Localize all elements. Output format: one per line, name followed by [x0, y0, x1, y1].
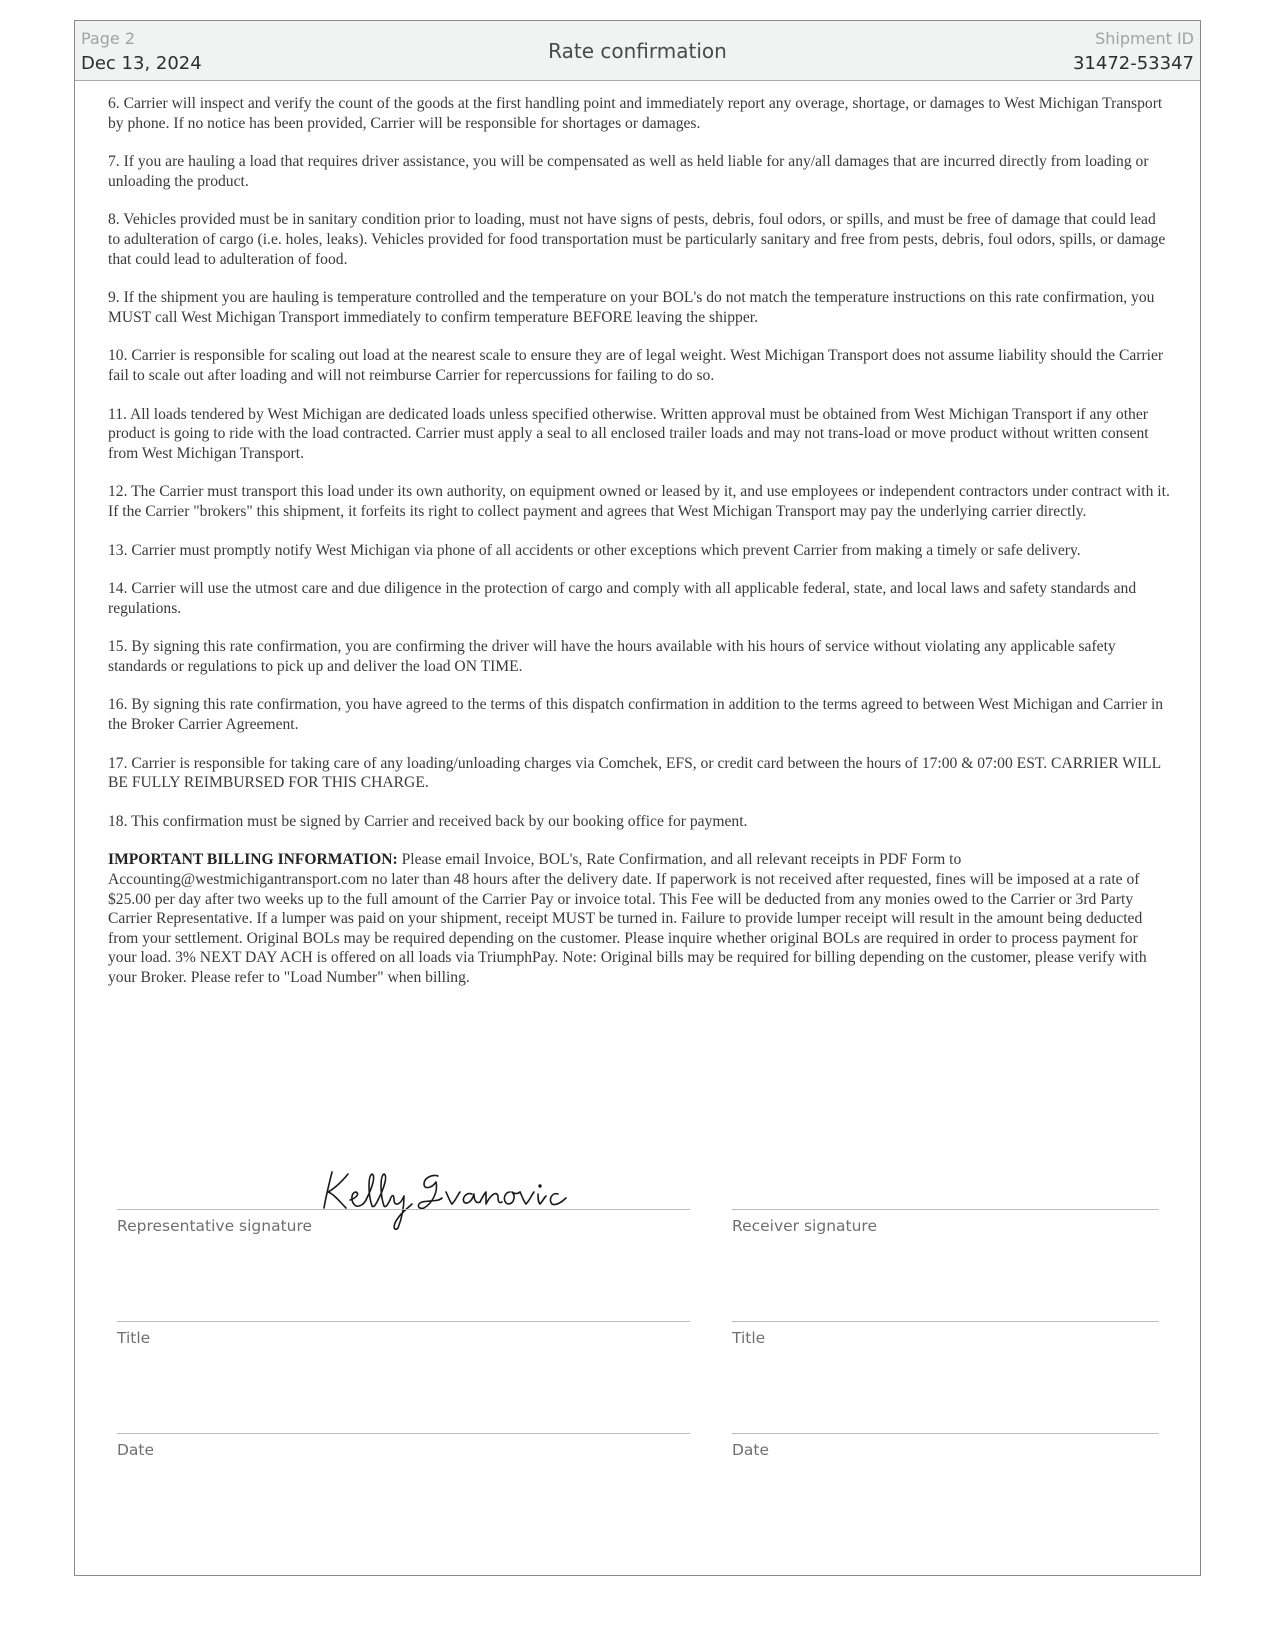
representative-date-line[interactable]	[117, 1433, 690, 1434]
term-item: 12. The Carrier must transport this load under its own authority, on equipment owned or leased by it, and use employees or independent contractors under contract with it. If the Carrier "brokers" this shipment, it forfeits its right to collect payment and agrees that West Michigan Transport may pay the underlying carrier directly.	[108, 483, 1170, 520]
document-date: Dec 13, 2024	[81, 53, 202, 74]
billing-info	[108, 850, 1170, 987]
term-item: 16. By signing this rate confirmation, you have agreed to the terms of this dispatch confirmation in addition to the terms agreed to between West Michigan and Carrier in the Broker Carrier Agreement.	[108, 696, 1164, 734]
term-item: 14. Carrier will use the utmost care and due diligence in the protection of cargo and comply with all applicable federal, state, and local laws and safety standards and regulations.	[108, 580, 1137, 617]
term-item: 15. By signing this rate confirmation, you are confirming the driver will have the hours available with his hours of service without violating any applicable safety standards or regulations to pick up and deliver the load ON TIME.	[108, 638, 1116, 675]
term-item: 9. If the shipment you are hauling is temperature controlled and the temperature on your BOL's do not match the temperature instructions on this rate confirmation, you MUST call West Michigan Transport immediately to confirm temperature BEFORE leaving the shipper.	[108, 289, 1155, 326]
receiver-title-line[interactable]	[732, 1321, 1159, 1322]
shipment-id: 31472-53347	[1072, 53, 1194, 74]
term-item: 11. All loads tendered by West Michigan are dedicated loads unless specified otherwise. Written approval must be obtained from West Michigan Transport if any other product is going to ride with the load contracted. Carrier must apply a seal to all enclosed trailer loads and may not trans-load or move product without written consent from West Michigan Transport.	[108, 405, 1149, 462]
representative-title-label: Title	[117, 1329, 151, 1347]
page-number: Page 2	[81, 29, 135, 48]
term-item: 17. Carrier is responsible for taking care of any loading/unloading charges via Comchek, EFS, or credit card between the hours of 17:00 & 07:00 EST. CARRIER WILL BE FULLY REIMBURSED FOR THIS CHARGE.	[108, 754, 1161, 792]
receiver-title-label: Title	[732, 1329, 766, 1347]
representative-signature-label: Representative signature	[117, 1217, 313, 1235]
terms-section	[108, 94, 1170, 1007]
document-page	[74, 20, 1201, 1576]
receiver-signature-label: Receiver signature	[732, 1217, 877, 1235]
term-item: 10. Carrier is responsible for scaling out load at the nearest scale to ensure they are of legal weight. West Michigan Transport does not assume liability should the Carrier fail to scale out after loading and will not reimburse Carrier for repercussions for failing to do so.	[108, 347, 1164, 384]
term-item: 13. Carrier must promptly notify West Michigan via phone of all accidents or other exceptions which prevent Carrier from making a timely or safe delivery.	[108, 541, 1081, 559]
term-item: 6. Carrier will inspect and verify the count of the goods at the first handling point and immediately report any overage, shortage, or damages to West Michigan Transport by phone. If no notice has been provided, Carrier will be responsible for shortages or damages.	[108, 95, 1163, 132]
term-item: 7. If you are hauling a load that requires driver assistance, you will be compensated as well as held liable for any/all damages that are incurred directly from loading or unloading the product.	[108, 153, 1149, 190]
page-header	[75, 21, 1200, 81]
representative-signature-line[interactable]	[117, 1209, 690, 1210]
term-item: 8. Vehicles provided must be in sanitary condition prior to loading, must not have signs of pests, debris, foul odors, or spills, and must be free of damage that could lead to adulteration of cargo (i.e. holes, leaks). Vehicles provided for food transportation must be particularly sanitary and free from pests, debris, foul odors, spills, or damage that could lead to adulteration of food.	[108, 211, 1166, 268]
representative-handwritten-signature	[320, 1162, 570, 1232]
representative-title-line[interactable]	[117, 1321, 690, 1322]
receiver-date-line[interactable]	[732, 1433, 1159, 1434]
representative-date-label: Date	[117, 1441, 155, 1459]
receiver-signature-line[interactable]	[732, 1209, 1159, 1210]
billing-text: Please email Invoice, BOL's, Rate Confirmation, and all relevant receipts in PDF Form to Accounting@westmichigantransport.com no later than 48 hours after the delivery date. If paperwork is not received after requested, fines will be imposed at a rate of $25.00 per day after two weeks up to the full amount of the Carrier Pay or invoice total. This Fee will be deducted from any monies owed to the Carrier or 3rd Party Carrier Representative. If a lumper was paid on your shipment, receipt MUST be turned in. Failure to provide lumper receipt will result in the amount being deducted from your settlement. Original BOLs may be required depending on the customer. Please inquire whether original BOLs are required in order to process payment for your load. 3% NEXT DAY ACH is offered on all loads via TriumphPay. Note: Original bills may be required for billing depending on the customer, please verify with your Broker. Please refer to "Load Number" when billing.	[108, 851, 1147, 986]
document-title: Rate confirmation	[548, 39, 727, 63]
term-item: 18. This confirmation must be signed by Carrier and received back by our booking office for payment.	[108, 812, 748, 830]
billing-heading: IMPORTANT BILLING INFORMATION:	[108, 851, 398, 869]
receiver-date-label: Date	[732, 1441, 770, 1459]
shipment-id-label: Shipment ID	[1095, 29, 1194, 48]
